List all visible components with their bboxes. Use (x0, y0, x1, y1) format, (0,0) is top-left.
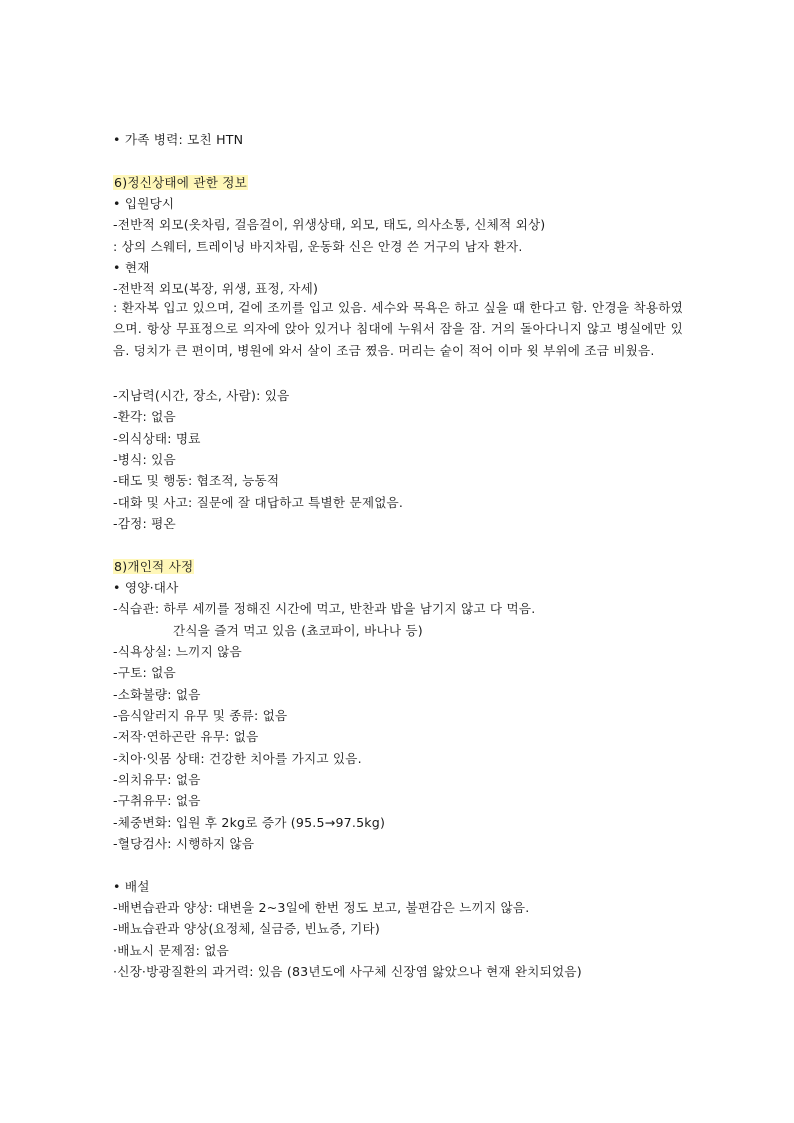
elimination-item: -배변습관과 양상: 대변을 2~3일에 한번 정도 보고, 불편감은 느끼지 않음. (113, 900, 530, 915)
mental-item: -태도 및 행동: 협조적, 능동적 (113, 473, 280, 488)
elimination-item: ·배뇨시 문제점: 없음 (113, 943, 229, 958)
elimination-item: -배뇨습관과 양상(요정체, 실금증, 빈뇨증, 기타) (113, 921, 380, 936)
mental-item: -대화 및 사고: 질문에 잘 대답하고 특별한 문제없음. (113, 495, 404, 510)
elimination-item: ·신장·방광질환의 과거력: 있음 (83년도에 사구체 신장염 앓았으나 현재 완치되었음) (113, 964, 582, 979)
section8-heading (113, 556, 194, 575)
elimination-bullet: • 배설 (113, 879, 150, 894)
section6-heading (113, 172, 248, 191)
diet-habit: -식습관: 하루 세끼를 정해진 시간에 먹고, 반찬과 밥을 남기지 않고 다 먹음. (113, 601, 536, 616)
nutrition-item: -소화불량: 없음 (113, 687, 201, 702)
nutrition-item: -의치유무: 없음 (113, 772, 201, 787)
admission-bullet: • 입원당시 (113, 196, 175, 211)
nutrition-item: -구취유무: 없음 (113, 793, 201, 808)
mental-item: -환각: 없음 (113, 409, 176, 424)
nutrition-item: -음식알러지 유무 및 종류: 없음 (113, 708, 288, 723)
current-bullet: • 현재 (113, 260, 150, 275)
nutrition-item: -식욕상실: 느끼지 않음 (113, 644, 242, 659)
family-history: • 가족 병력: 모친 HTN (113, 132, 244, 147)
nutrition-item: -혈당검사: 시행하지 않음 (113, 836, 255, 851)
nutrition-bullet: • 영양·대사 (113, 580, 179, 595)
nutrition-item: -저작·연하곤란 유무: 없음 (113, 729, 259, 744)
current-appearance-text: : 환자복 입고 있으며, 겉에 조끼를 입고 있음. 세수와 목욕은 하고 싶을 때 한다고 함. 안경을 착용하였으며. 항상 무표정으로 의자에 앉아 있거나 침대에 누워서 잠을 잠. 거의 돌아다니지 않고 병실에만 있음. 덩치가 큰 편이며, 병원에 와서 살이 조금 쪘음. 머리는 숱이 적어 이마 윗 부위에 조금 비웠음. (113, 300, 683, 358)
mental-item: -감정: 평온 (113, 516, 176, 531)
nutrition-item: -구토: 없음 (113, 665, 176, 680)
mental-item: -지남력(시간, 장소, 사람): 있음 (113, 388, 290, 403)
mental-item: -병식: 있음 (113, 452, 176, 467)
mental-item: -의식상태: 명료 (113, 431, 201, 446)
current-appearance-label: -전반적 외모(복장, 위생, 표정, 자세) (113, 281, 319, 296)
section8-heading-text: 8)개인적 사정 (114, 559, 194, 574)
diet-habit-continued: 간식을 즐겨 먹고 있음 (쵸코파이, 바나나 등) (173, 623, 423, 638)
nutrition-item: -치아·잇몸 상태: 건강한 치아를 가지고 있음. (113, 751, 362, 766)
admission-appearance-label: -전반적 외모(옷차림, 걸음걸이, 위생상태, 외모, 태도, 의사소통, 신체적 외상) (113, 217, 546, 232)
section6-heading-text: 6)정신상태에 관한 정보 (114, 175, 248, 190)
nutrition-item: -체중변화: 입원 후 2kg로 증가 (95.5→97.5kg) (113, 815, 386, 830)
admission-appearance-text: : 상의 스웨터, 트레이닝 바지차림, 운동화 신은 안경 쓴 거구의 남자 환자. (113, 239, 523, 254)
